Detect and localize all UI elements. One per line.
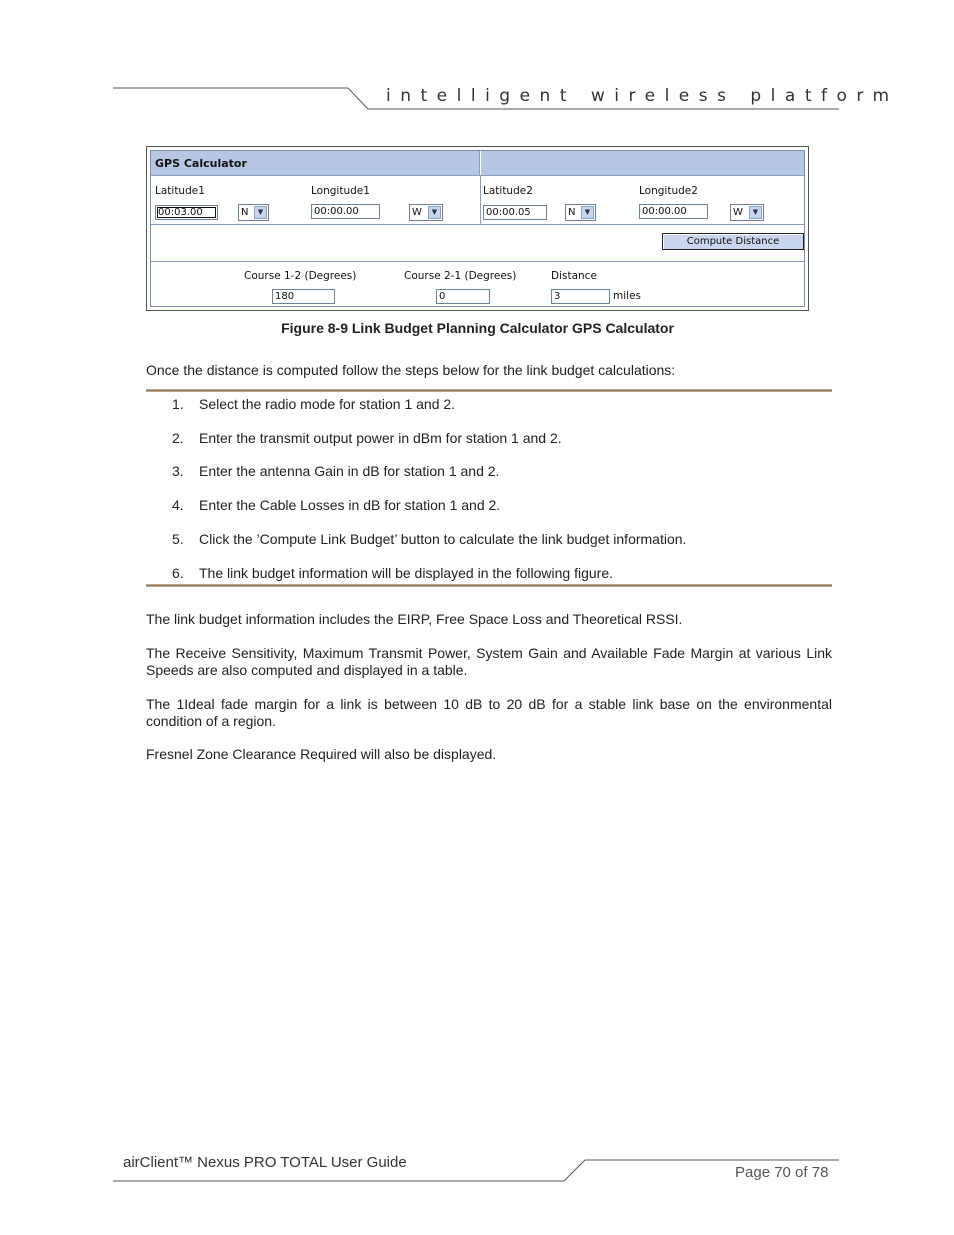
compute-distance-button[interactable]: Compute Distance xyxy=(662,233,804,250)
list-item xyxy=(172,497,500,513)
step-text: Enter the transmit output power in dBm for station 1 and 2. xyxy=(199,430,562,446)
gps-calculator-panel xyxy=(146,146,809,311)
step-text: Enter the Cable Losses in dB for station 1 and 2. xyxy=(199,497,501,513)
step-number: 1. xyxy=(172,396,184,412)
list-item xyxy=(172,430,562,446)
latitude1-direction-select[interactable] xyxy=(238,204,269,221)
course21-input[interactable]: 0 xyxy=(436,289,490,304)
latitude2-direction-value: N xyxy=(568,207,576,218)
longitude2-label: Longitude2 xyxy=(639,185,698,197)
chevron-down-icon: ▼ xyxy=(428,206,441,219)
figure-caption: Figure 8-9 Link Budget Planning Calculator GPS Calculator xyxy=(281,320,674,336)
step-text: Enter the antenna Gain in dB for station 1 and 2. xyxy=(199,463,500,479)
step-text: The link budget information will be displayed in the following figure. xyxy=(199,565,614,581)
list-item xyxy=(172,396,455,412)
gps-header-left xyxy=(151,151,480,176)
row-separator xyxy=(151,261,804,262)
latitude2-direction-select[interactable] xyxy=(565,204,596,221)
step-number: 6. xyxy=(172,565,184,581)
chevron-down-icon: ▼ xyxy=(749,206,762,219)
latitude2-label: Latitude2 xyxy=(483,185,533,197)
body-paragraph: Fresnel Zone Clearance Required will also be displayed. xyxy=(146,746,497,762)
gps-calculator-title: GPS Calculator xyxy=(155,157,247,170)
distance-unit: miles xyxy=(613,290,641,302)
list-item xyxy=(172,565,613,581)
list-item xyxy=(172,531,686,547)
step-text: Select the radio mode for station 1 and 2. xyxy=(199,396,456,412)
course12-input[interactable]: 180 xyxy=(272,289,335,304)
latitude1-label: Latitude1 xyxy=(155,185,205,197)
latitude1-direction-value: N xyxy=(241,207,249,218)
longitude1-direction-value: W xyxy=(412,207,422,218)
header-tagline: intelligent wireless platform xyxy=(386,86,899,106)
steps-bottom-rule xyxy=(146,584,832,587)
distance-input[interactable]: 3 xyxy=(551,289,610,304)
longitude1-label: Longitude1 xyxy=(311,185,370,197)
gps-header-right xyxy=(481,151,804,176)
footer-document-title: airClient™ Nexus PRO TOTAL User Guide xyxy=(123,1154,407,1171)
station-divider xyxy=(480,175,481,224)
step-number: 4. xyxy=(172,497,184,513)
footer-page-number: Page 70 of 78 xyxy=(735,1164,829,1181)
chevron-down-icon: ▼ xyxy=(581,206,594,219)
intro-paragraph: Once the distance is computed follow the steps below for the link budget calculations: xyxy=(146,362,676,378)
latitude1-input[interactable]: 00:03.00 xyxy=(155,205,218,220)
step-number: 5. xyxy=(172,531,184,547)
longitude1-input[interactable]: 00:00.00 xyxy=(311,204,380,219)
distance-label: Distance xyxy=(551,270,597,282)
step-number: 3. xyxy=(172,463,184,479)
row-separator xyxy=(151,224,804,225)
step-text: Click the ’Compute Link Budget’ button to calculate the link budget information. xyxy=(199,531,687,547)
step-number: 2. xyxy=(172,430,184,446)
longitude2-input[interactable]: 00:00.00 xyxy=(639,204,708,219)
course21-label: Course 2-1 (Degrees) xyxy=(404,270,517,282)
longitude2-direction-select[interactable] xyxy=(730,204,764,221)
body-paragraph: The Receive Sensitivity, Maximum Transmit Power, System Gain and Available Fade Margin at various Link Speeds are also computed and displayed in a table. xyxy=(146,645,832,678)
longitude2-direction-value: W xyxy=(733,207,743,218)
steps-top-rule xyxy=(146,389,832,392)
body-paragraph: The 1Ideal fade margin for a link is between 10 dB to 20 dB for a stable link base on the environmental condition of a region. xyxy=(146,696,832,729)
latitude2-input[interactable]: 00:00.05 xyxy=(483,205,547,220)
longitude1-direction-select[interactable] xyxy=(409,204,443,221)
body-paragraph: The link budget information includes the EIRP, Free Space Loss and Theoretical RSSI. xyxy=(146,611,683,627)
list-item xyxy=(172,463,499,479)
chevron-down-icon: ▼ xyxy=(254,206,267,219)
course12-label: Course 1-2 (Degrees) xyxy=(244,270,357,282)
